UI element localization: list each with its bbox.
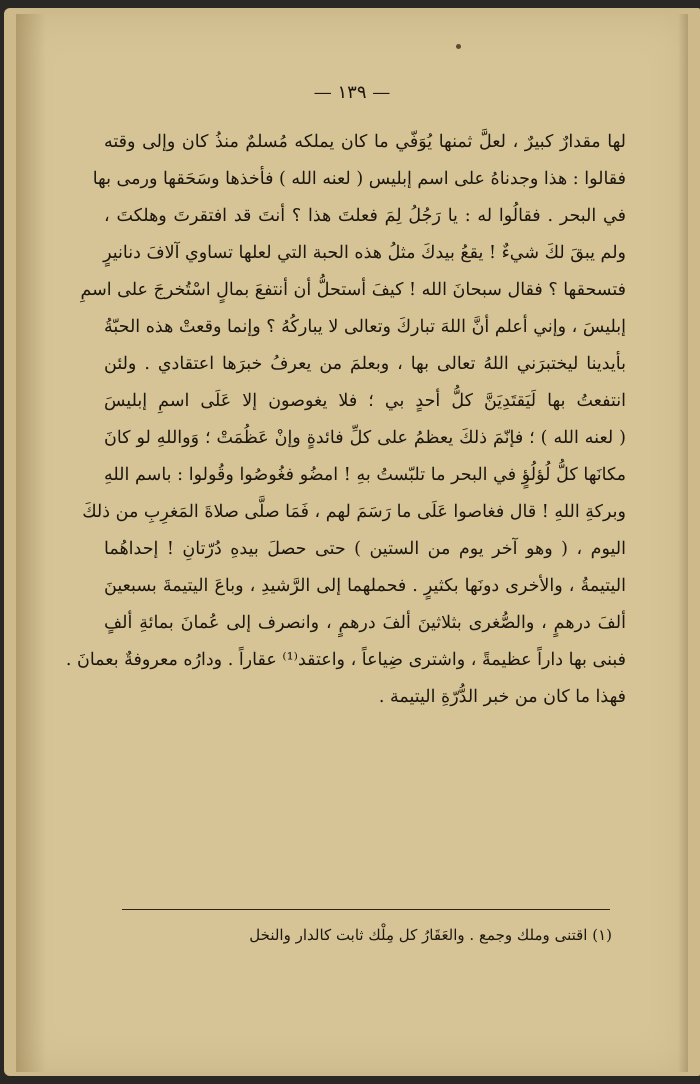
- page-edge-shadow: [678, 14, 688, 1072]
- text-line-4: ولم يبقَ لكَ شيءٌ ! يقعُ بيدكَ مثلُ هذه الحبة التي لعلها تساوي آلافَ دنانيرٍ: [103, 243, 626, 263]
- footnote-divider: [122, 909, 610, 910]
- text-line-16: فهذا ما كان من خبر الدُّرّةِ اليتيمة .: [378, 687, 626, 707]
- text-line-10: مكانَها كلُّ لُؤلُؤٍ في البحر ما تلبّستُ بهِ ! امضُو فغُوصُوا وقُولوا : باسم اللهِ: [104, 465, 626, 485]
- text-line-12: اليوم ، ( وهو آخر يوم من الستين ) حتى حصلَ بيدهِ دُرّتانِ ! إحداهُما: [104, 539, 626, 559]
- body-text: [65, 124, 626, 716]
- page-gutter-shadow: [16, 14, 46, 1072]
- text-line-14: ألفَ درهمٍ ، والصُّغرى بثلاثينَ ألفَ درهمٍ ، وانصرف إلى عُمانَ بمائةِ ألفٍ: [104, 613, 626, 633]
- text-line-1: لها مقدارٌ كبيرٌ ، لعلَّ ثمنها يُوَفّي ما كان يملكه مُسلمٌ منذُ كان وإلى وقته: [104, 132, 626, 152]
- page-number: — ١٣٩ —: [313, 82, 391, 103]
- text-line-8: انتفعتُ بها لَيَقتَدِيَنَّ كلُّ أحدٍ بي ؛ فلا يغوصون إلا عَلَى اسمِ إبليسَ: [104, 391, 626, 411]
- text-line-5: فتسحقها ؟ فقال سبحانَ الله ! كيفَ أستحلُّ أن أنتفعَ بمالٍ اسْتُخرجَ على اسمِ: [80, 280, 626, 300]
- footnote: (١) اقتنى وملك وجمع . والعَقَارُ كل مِلْك ثابت كالدار والنخل: [249, 926, 612, 944]
- text-line-15: فبنى بها داراً عظيمةً ، واشترى ضِياعاً ، واعتقد⁽¹⁾ عقاراً . ودارُه معروفةٌ بعمانَ .: [65, 650, 626, 670]
- text-line-2: فقالوا : هذا وجدناهُ على اسم إبليس ( لعنه الله ) فأخذها وسَحَقها ورمى بها: [92, 169, 626, 189]
- book-page: [16, 14, 688, 1072]
- text-line-11: وبركةِ اللهِ ! قال فغاصوا عَلَى ما رَسَمَ لهم ، فَمَا صلَّى صلاةَ المَغرِبِ من ذلكَ: [82, 502, 626, 522]
- ink-spot: [456, 44, 461, 49]
- text-line-7: بأيدينا ليختبرَني اللهُ تعالى بها ، وبعلمَ من يعرفُ خبرَها اعتقادي . ولئن: [104, 354, 626, 374]
- text-line-6: إبليسَ ، وإني أعلم أنَّ اللهَ تباركَ وتعالى لا يباركُهُ ؟ وإنما وقعتْ هذه الحبّةُ: [104, 317, 626, 337]
- text-line-9: ( لعنه الله ) ؛ فإنّمَ ذلكَ يعظمُ على كلِّ فائدةٍ وإنْ عَظُمَتْ ؛ وَواللهِ لو كانَ: [104, 428, 626, 448]
- text-line-13: اليتيمةُ ، والأخرى دونَها بكثيرٍ . فحملهما إلى الرَّشيدِ ، وباعَ اليتيمةَ بسبعينَ: [104, 576, 626, 596]
- text-line-3: في البحر . فقالُوا له : يا رَجُلُ لِمَ فعلتَ هذا ؟ أنتَ قد افتقرتَ وهلكتَ ،: [104, 206, 626, 226]
